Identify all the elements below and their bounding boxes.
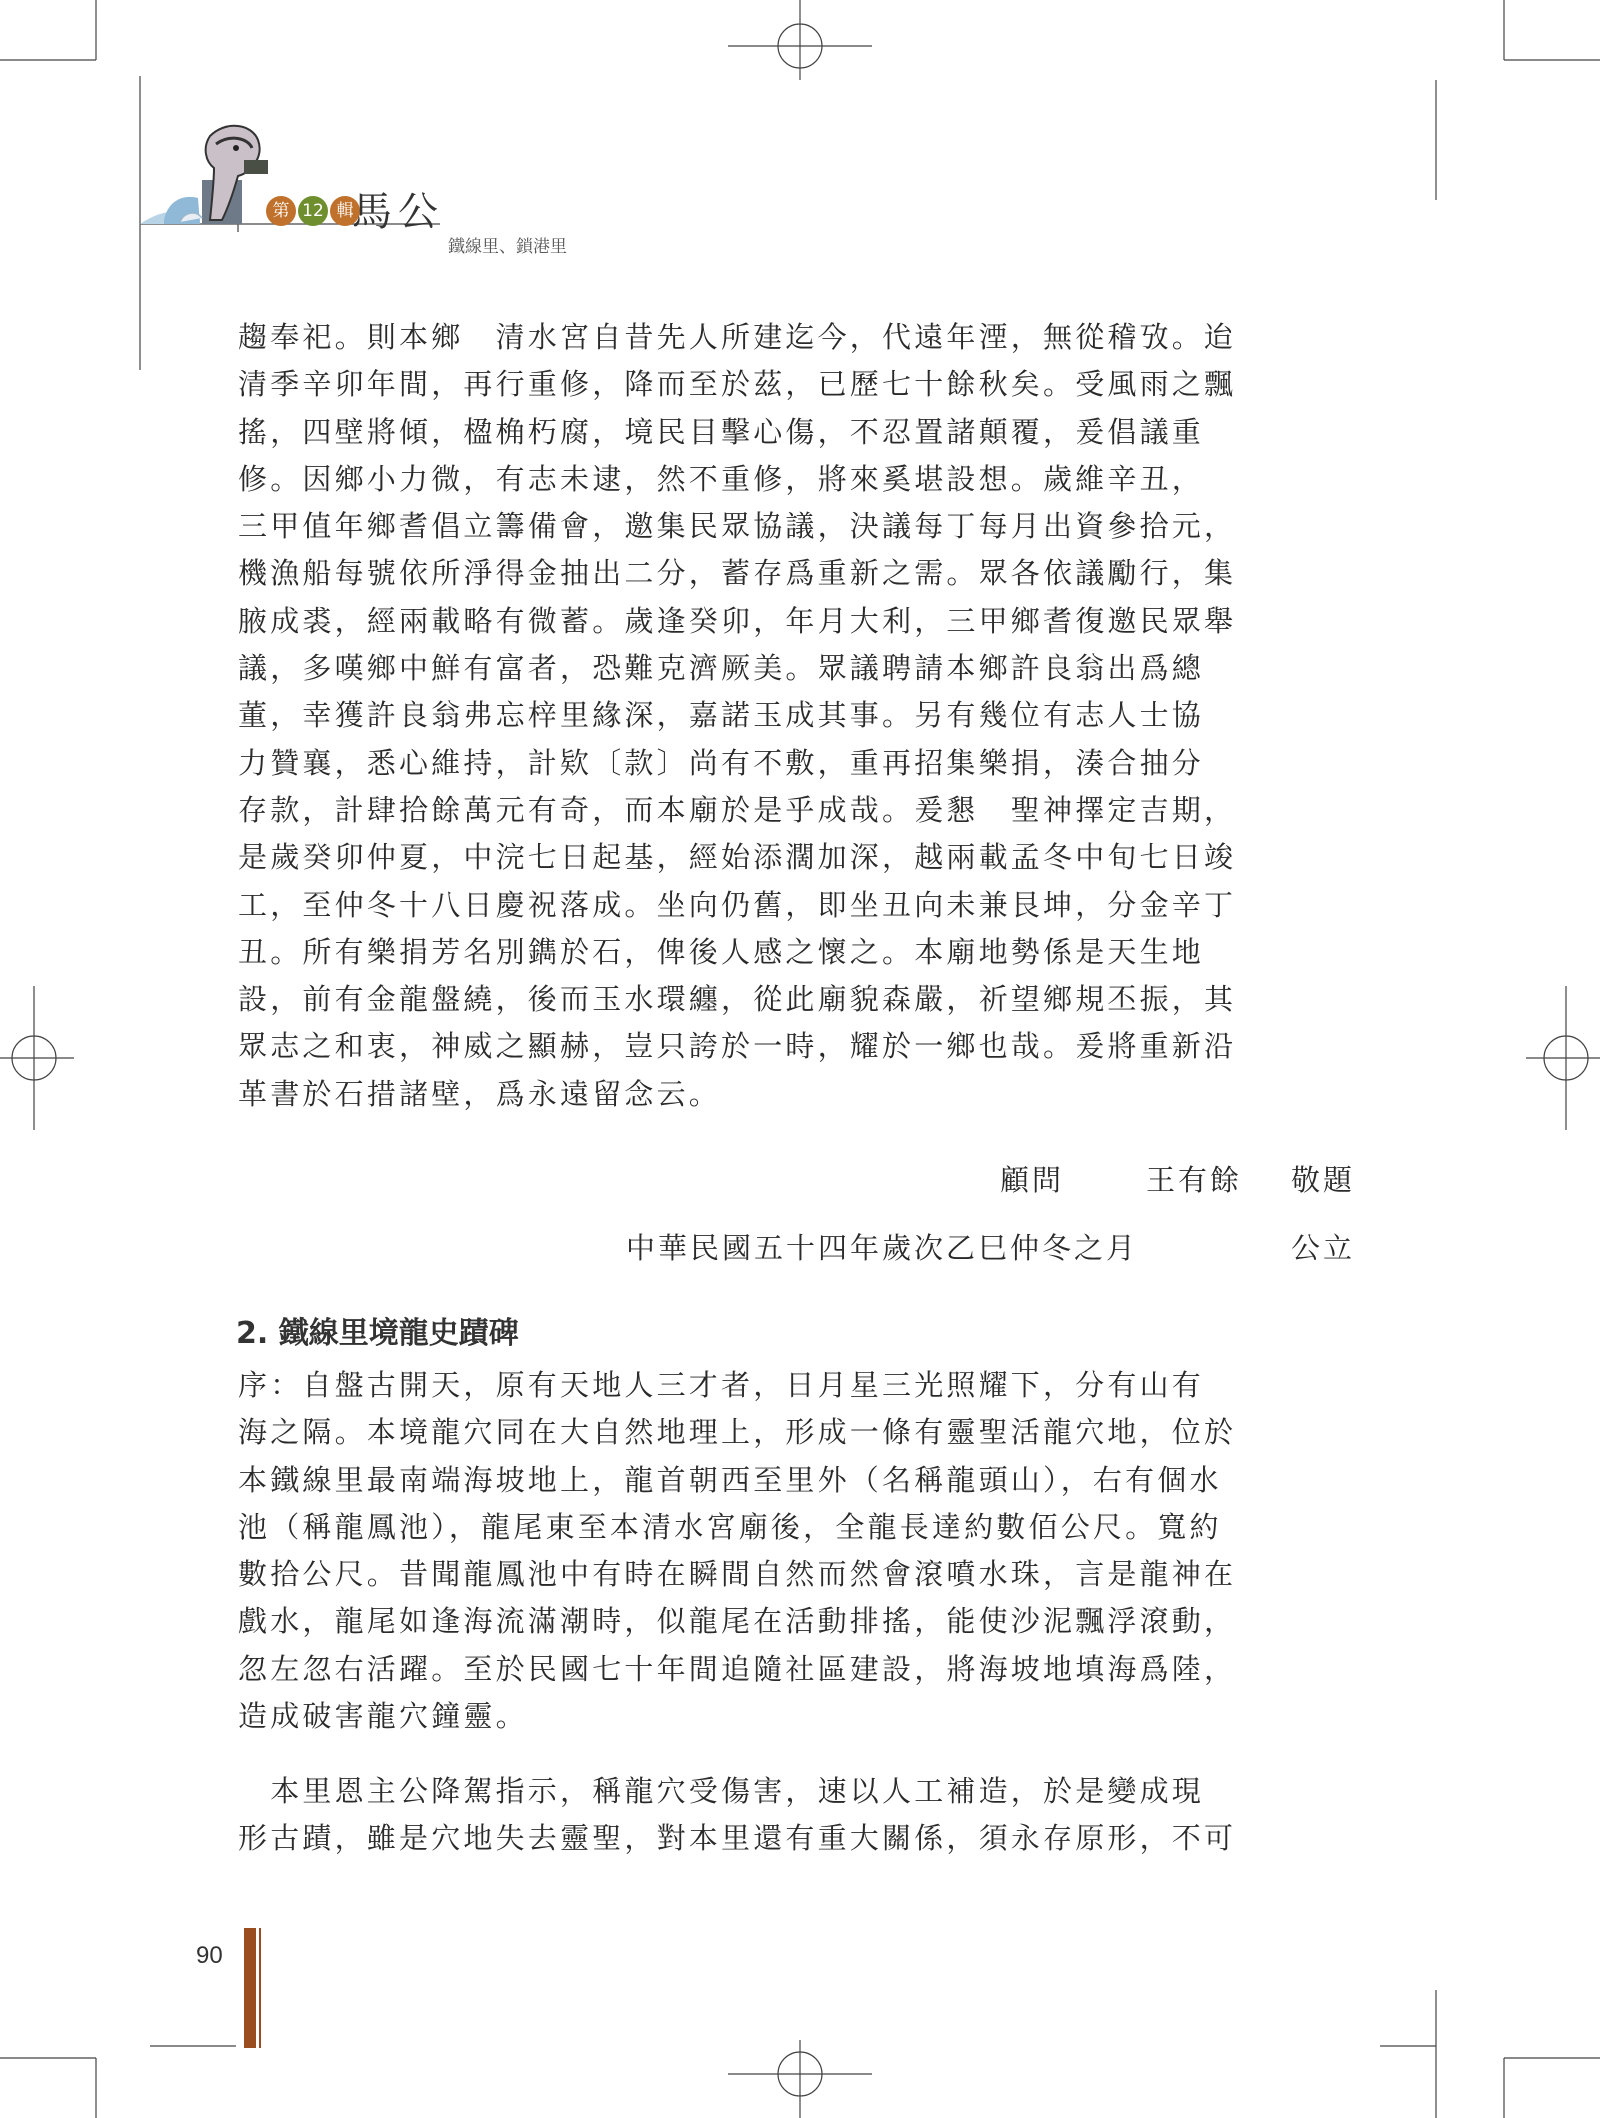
text-line: 池（稱龍鳳池），龍尾東至本清水宮廟後，全龍長達約數佰公尺。寬約 [238, 1509, 1222, 1544]
text-line: 趨奉祀。則本鄉 清水宮自昔先人所建迄今，代遠年湮，無從稽攷。迨 [238, 320, 1237, 354]
page-bar-line [259, 1928, 261, 2048]
text-line: 數拾公尺。昔聞龍鳳池中有時在瞬間自然而然會滾噴水珠，言是龍神在 [238, 1557, 1237, 1592]
text-line: 三甲值年鄉耆倡立籌備會，邀集民眾協議，決議每丁每月出資參拾元， [238, 509, 1237, 544]
text-line: 是歲癸卯仲夏，中浣七日起基，經始添濶加深，越兩載孟冬中旬七日竣 [238, 840, 1237, 875]
signature-date: 中華民國五十四年歲次乙巳仲冬之月 [626, 1231, 1139, 1265]
text-line: 革書於石措諸壁，爲永遠留念云。 [238, 1076, 722, 1111]
chapter-number: 12 [298, 196, 328, 226]
text-line: 戲水，龍尾如逢海流滿潮時，似龍尾在活動排搖，能使沙泥飄浮滾動， [238, 1604, 1237, 1639]
text-line: 腋成裘，經兩載略有微蓄。歲逢癸卯，年月大利，三甲鄉耆復邀民眾舉 [238, 603, 1237, 638]
section2-text [238, 1362, 1362, 1740]
signature-establish: 公立 [1291, 1231, 1356, 1265]
text-line: 本鐵線里最南端海坡地上，龍首朝西至里外（名稱龍頭山），右有個水 [238, 1462, 1222, 1497]
town-name: 馬公 [352, 189, 444, 235]
text-line: 搖，四壁將傾，楹桷朽腐，境民目擊心傷，不忍置諸顛覆，爰倡議重 [238, 414, 1205, 449]
signature-action: 敬題 [1291, 1163, 1356, 1197]
chapter-badge [266, 196, 360, 226]
text-line: 存款，計肆拾餘萬元有奇，而本廟於是乎成哉。爰懇 聖神擇定吉期， [238, 792, 1237, 827]
inscription-text [238, 314, 1362, 1118]
text-line: 力贊襄，悉心維持，計欵〔款〕尚有不敷，重再招集樂捐，湊合抽分 [238, 745, 1205, 780]
section2-paragraph2 [238, 1768, 1362, 1863]
text-line: 修。因鄉小力微，有志未逮，然不重修，將來奚堪設想。歲維辛丑， [238, 461, 1205, 496]
mascot-illustration [140, 120, 270, 224]
signature-name: 王有餘 [1146, 1163, 1243, 1197]
text-line: 造成破害龍穴鐘靈。 [238, 1699, 528, 1734]
page-number: 90 [196, 1942, 223, 1969]
text-line: 機漁船每號依所淨得金抽出二分，蓄存爲重新之需。眾各依議勵行，集 [238, 556, 1237, 591]
chapter-subtitle: 鐵線里、鎖港里 [448, 237, 567, 257]
text-line: 形古蹟，雖是穴地失去靈聖，對本里還有重大關係，須永存原形，不可 [238, 1821, 1237, 1856]
text-line: 議，多嘆鄉中鮮有富者，恐難克濟厥美。眾議聘請本鄉許良翁出爲總 [238, 651, 1205, 686]
text-line: 設，前有金龍盤繞，後而玉水環纏，從此廟貌森嚴，祈望鄉規丕振，其 [238, 982, 1237, 1017]
page-bar [244, 1928, 256, 2048]
section-heading: 2. 鐵線里境龍史蹟碑 [236, 1316, 519, 1351]
text-line: 董，幸獲許良翁弗忘梓里緣深，嘉諾玉成其事。另有幾位有志人士協 [238, 698, 1205, 733]
signature-role: 顧問 [1000, 1163, 1065, 1197]
text-line: 忽左忽右活躍。至於民國七十年間追隨社區建設，將海坡地填海爲陸， [238, 1651, 1237, 1686]
text-line: 序：自盤古開天，原有天地人三才者，日月星三光照耀下，分有山有 [238, 1368, 1205, 1402]
text-line: 海之隔。本境龍穴同在大自然地理上，形成一條有靈聖活龍穴地，位於 [238, 1415, 1237, 1450]
text-line: 工，至仲冬十八日慶祝落成。坐向仍舊，即坐丑向未兼艮坤，分金辛丁 [238, 887, 1237, 922]
text-line: 眾志之和衷，神威之顯赫，豈只誇於一時，耀於一鄉也哉。爰將重新沿 [238, 1029, 1237, 1064]
chapter-suffix: 輯 [330, 196, 360, 226]
text-line: 本里恩主公降駕指示，稱龍穴受傷害，速以人工補造，於是變成現 [238, 1774, 1205, 1808]
text-line: 丑。所有樂捐芳名別鐫於石，俾後人感之懷之。本廟地勢係是天生地 [238, 934, 1205, 969]
text-line: 清季辛卯年間，再行重修，降而至於茲，已歷七十餘秋矣。受風雨之飄 [238, 367, 1237, 402]
chapter-prefix: 第 [266, 196, 296, 226]
